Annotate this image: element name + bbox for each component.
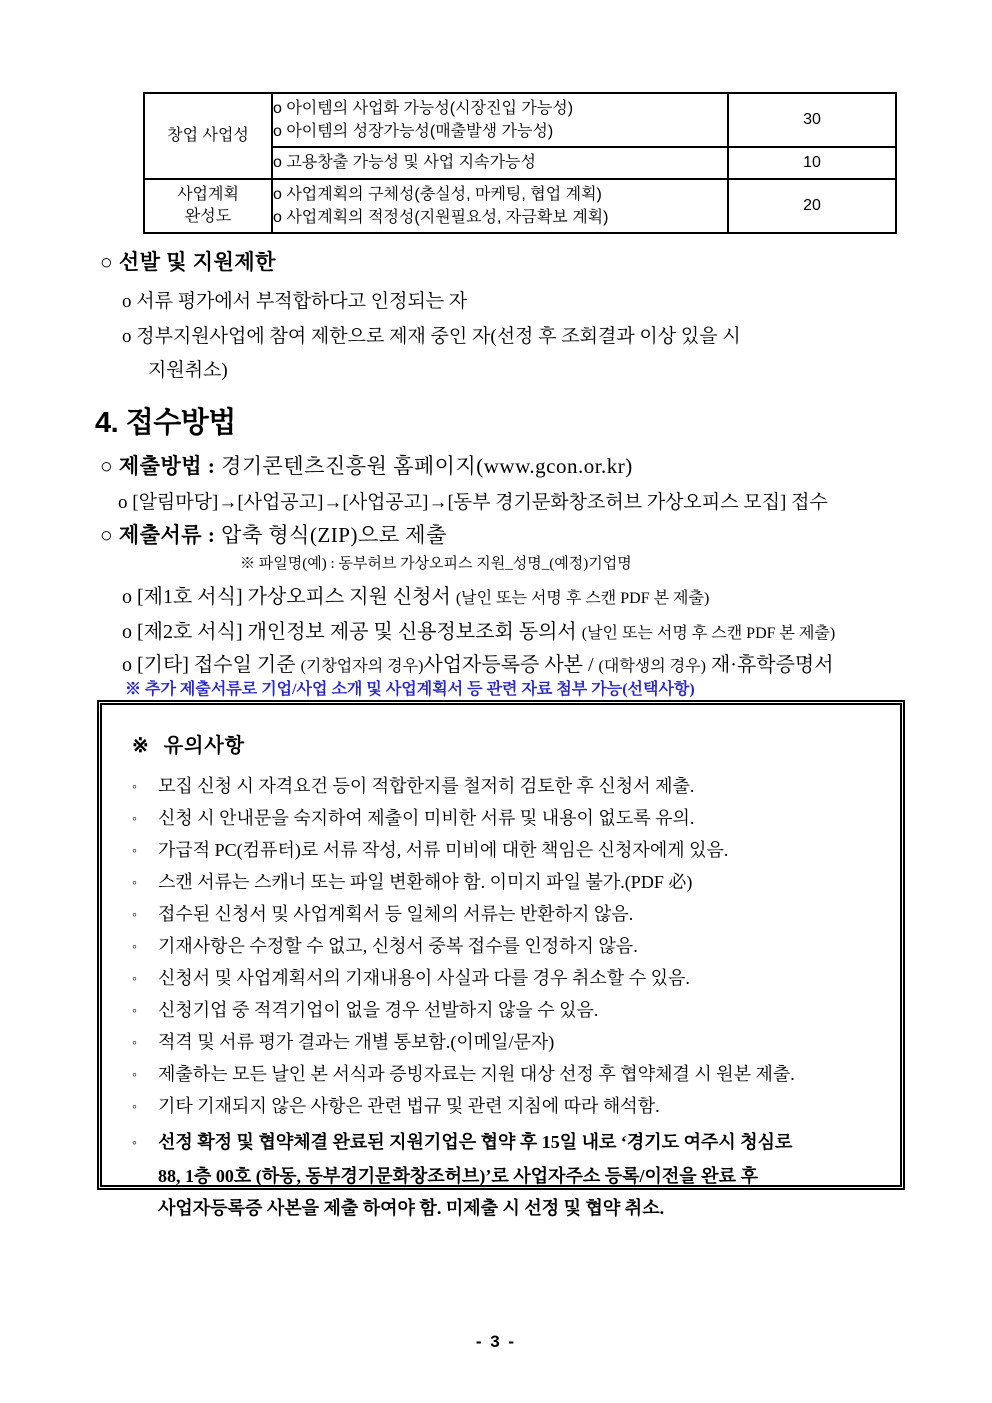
notice-item-text: 가급적 PC(컴퓨터)로 서류 작성, 서류 미비에 대한 책임은 신청자에게 있음. [158,840,729,860]
notice-item-text: 제출하는 모든 날인 본 서식과 증빙자료는 지원 대상 선정 후 협약체결 시 원본 제출. [158,1064,795,1084]
filename-note: ※ 파일명(예) : 동부허브 가상오피스 지원_성명_(예정)기업명 [240,556,632,572]
bullet-icon: ◦ [132,908,137,923]
score-table [143,92,897,234]
notice-item [132,1062,886,1088]
bullet-icon: ◦ [132,876,137,891]
submit-method-label: ○ 제출방법 : [100,454,222,478]
submit-path: o [알림마당]→[사업공고]→[사업공고]→[동부 경기문화창조허브 가상오피스 모집] 접수 [118,492,828,513]
notice-title-text: 유의사항 [163,735,246,757]
doc-3-seg: 재·휴학증명서 [705,654,834,676]
doc-3-seg: o [기타] 접수일 기준 [122,654,301,676]
criteria-cell [272,179,728,233]
doc-1-title: o [제1호 서식] 가상오피스 지원 신청서 [122,586,456,608]
table-row [144,179,896,233]
bullet-icon: ◦ [132,1100,137,1115]
selection-item-2: o 정부지원사업에 참여 제한으로 제재 중인 자(선정 후 조회결과 이상 있을 시 [122,326,741,347]
selection-item-2-cont: 지원취소) [148,360,228,381]
criteria-line: o 아이템의 성장가능성(매출발생 가능성) [273,123,554,140]
score-cell: 10 [728,147,896,179]
selection-item-1: o 서류 평가에서 부적합하다고 인정되는 자 [122,291,468,312]
notice-item [132,870,886,896]
notice-item [132,1094,886,1120]
notice-item [132,966,886,992]
category-cell [144,179,272,233]
bullet-icon: ◦ [132,1004,137,1019]
bullet-icon: ◦ [132,1036,137,1051]
bullet-icon: ◦ [132,844,137,859]
submit-method-line [100,450,633,480]
bullet-icon: ◦ [132,812,137,827]
category-line: 완성도 [184,208,232,225]
doc-3-paren: (대학생의 경우) [598,658,706,675]
doc-3-seg: 사업자등록증 사본 / [423,654,599,676]
criteria-line: o 고용창출 가능성 및 사업 지속가능성 [273,154,536,172]
doc-2-note: (날인 또는 서명 후 스캔 PDF 본 제출) [581,625,836,642]
criteria-line: o 사업계획의 적정성(지원필요성, 자금확보 계획) [273,209,609,226]
submit-docs-label: ○ 제출서류 : [100,523,222,547]
notice-title [132,729,886,758]
notice-item-text: 스캔 서류는 스캐너 또는 파일 변환해야 함. 이미지 파일 불가.(PDF 必) [158,872,693,892]
notice-item [132,998,886,1024]
notice-item [132,934,886,960]
table-row [144,93,896,147]
notice-item-text: 신청 시 안내문을 숙지하여 제출이 미비한 서류 및 내용이 없도록 유의. [158,808,695,828]
notice-item [132,902,886,928]
doc-item-2 [122,615,835,644]
doc-item-3 [122,648,834,677]
notice-item-text: 신청서 및 사업계획서의 기재내용이 사실과 다를 경우 취소할 수 있음. [158,968,690,988]
notice-item-text: 접수된 신청서 및 사업계획서 등 일체의 서류는 반환하지 않음. [158,904,634,924]
notice-item [132,838,886,864]
category-cell: 창업 사업성 [144,93,272,179]
reference-mark-icon: ※ [132,735,150,757]
submit-docs-value: 압축 형식(ZIP)으로 제출 [221,523,447,547]
notice-bold-line: 선정 확정 및 협약체결 완료된 지원기업은 협약 후 15일 내로 ‘경기도 여주시 청심로 [158,1132,793,1152]
doc-3-paren: (기창업자의 경우) [300,658,424,675]
bullet-icon: ◦ [132,780,137,795]
doc-2-title: o [제2호 서식] 개인정보 제공 및 신용정보조회 동의서 [122,621,582,643]
doc-item-1 [122,580,709,609]
notice-item [132,806,886,832]
selection-heading: ○ 선발 및 지원제한 [100,250,276,274]
page-number: - 3 - [475,1332,517,1351]
notice-box [97,700,905,1218]
score-cell: 20 [728,179,896,233]
criteria-line: o 사업계획의 구체성(충실성, 마케팅, 협업 계획) [273,185,602,203]
section-4-heading: 4. 접수방법 [95,407,236,439]
bullet-icon: ◦ [132,940,137,955]
notice-item [132,774,886,800]
notice-item [132,1030,886,1056]
doc-1-note: (날인 또는 서명 후 스캔 PDF 본 제출) [455,590,710,607]
notice-item-text: 적격 및 서류 평가 결과는 개별 통보함.(이메일/문자) [158,1032,555,1052]
notice-item-text: 모집 신청 시 자격요건 등이 적합한지를 철저히 검토한 후 신청서 제출. [158,776,695,796]
bullet-icon: ◦ [132,972,137,987]
criteria-cell [272,93,728,147]
category-line: 사업계획 [177,186,239,204]
notice-bold-line: 사업자등록증 사본을 제출 하여야 함. 미제출 시 선정 및 협약 취소. [158,1198,665,1218]
bullet-icon: ◦ [132,1136,137,1151]
submit-method-value: 경기콘텐츠진흥원 홈페이지(www.gcon.or.kr) [221,454,633,478]
notice-item-bold-cont [132,1160,886,1192]
bullet-icon: ◦ [132,1068,137,1083]
score-cell: 30 [728,93,896,147]
notice-bold-line: 88, 1층 00호 (하동, 동부경기문화창조허브)’로 사업자주소 등록/이전을 완료 후 [158,1166,758,1186]
notice-item-text: 신청기업 중 적격기업이 없을 경우 선발하지 않을 수 있음. [158,1000,599,1020]
optional-attachment-note: ※ 추가 제출서류로 기업/사업 소개 및 사업계획서 등 관련 자료 첨부 가능(선택사항) [125,681,695,698]
submit-docs-line [100,519,447,549]
notice-item-text: 기타 기재되지 않은 사항은 관련 법규 및 관련 지침에 따라 해석함. [158,1096,660,1116]
notice-item-text: 기재사항은 수정할 수 없고, 신청서 중복 접수를 인정하지 않음. [158,936,638,956]
notice-item-bold-cont [132,1192,886,1224]
criteria-cell [272,147,728,179]
notice-item-bold [132,1126,886,1160]
criteria-line: o 아이템의 사업화 가능성(시장진입 가능성) [273,99,574,117]
